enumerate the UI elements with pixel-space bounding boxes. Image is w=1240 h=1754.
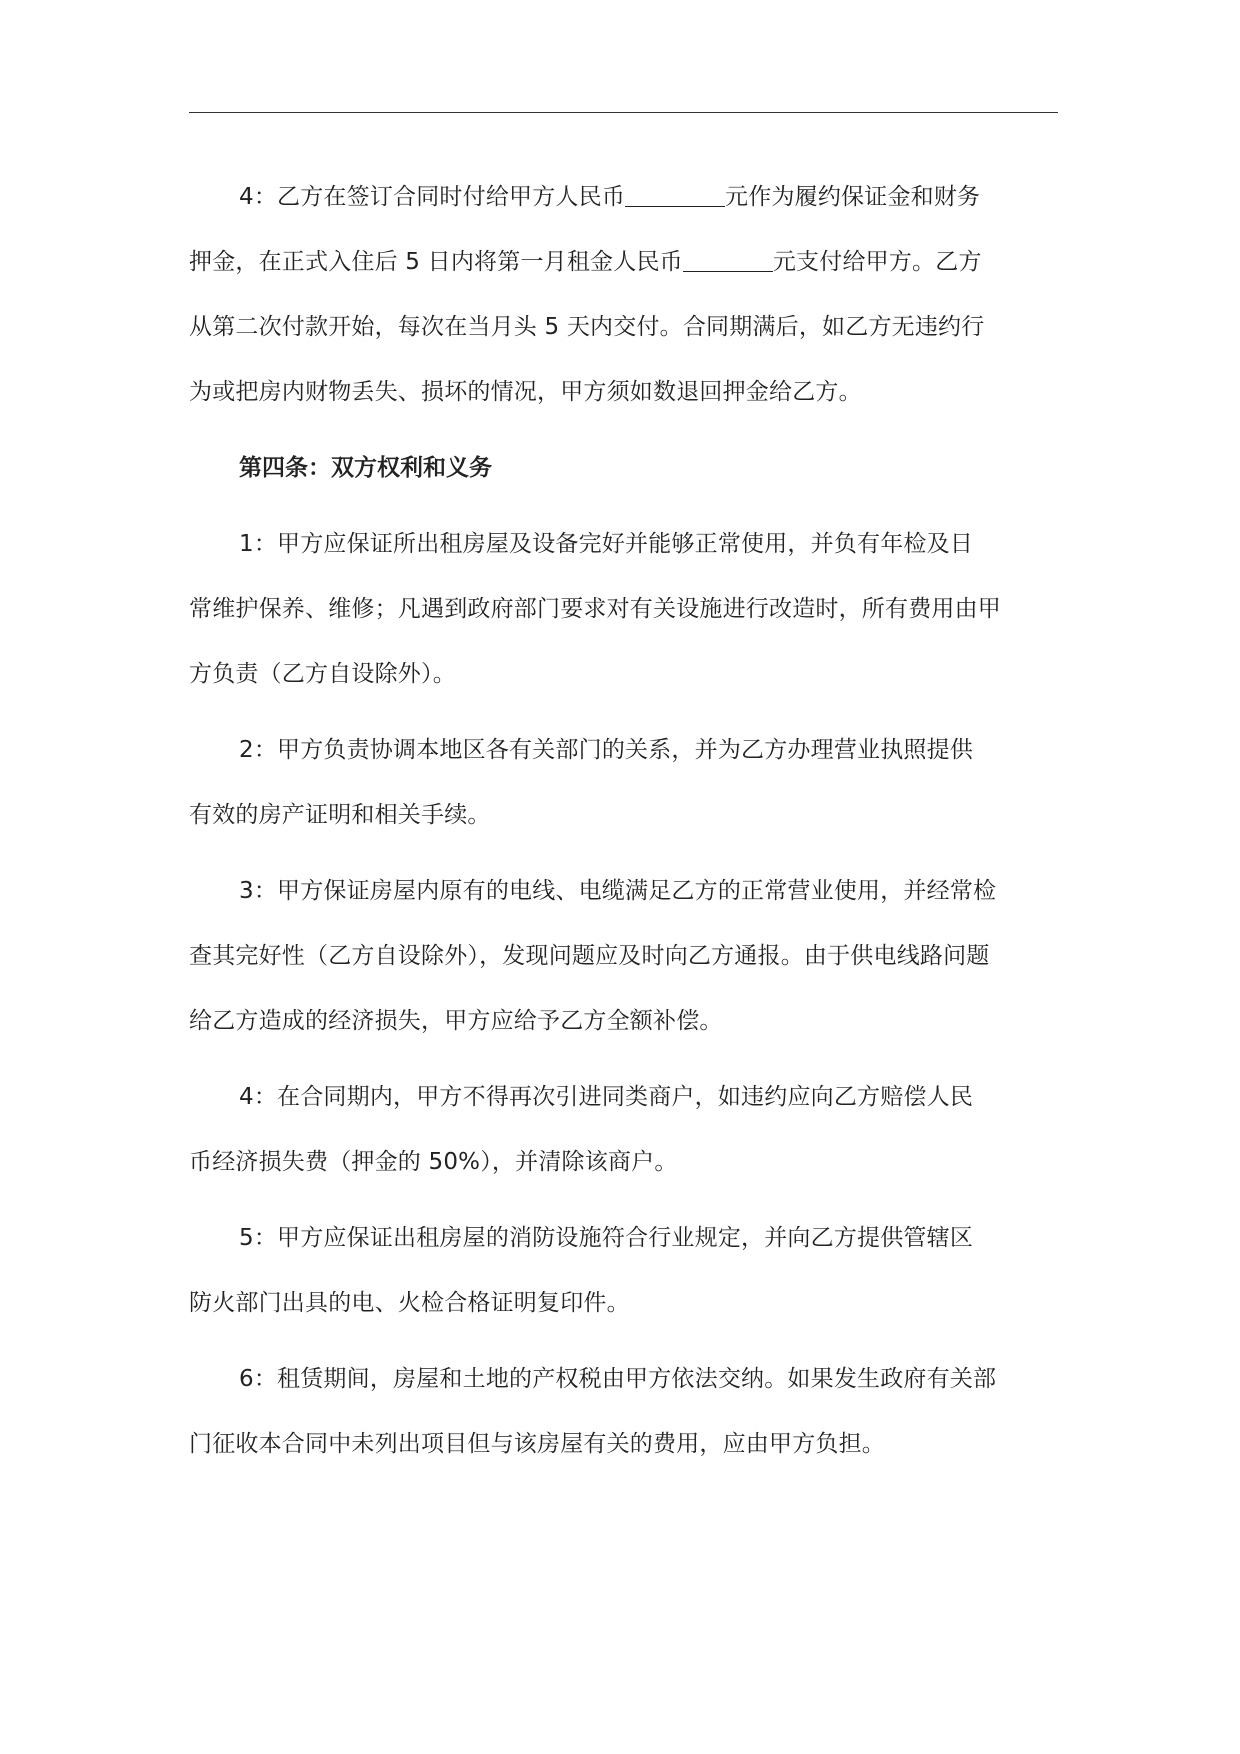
paragraph-line: 6：租赁期间，房屋和土地的产权税由甲方依法交纳。如果发生政府有关部 (239, 1366, 997, 1392)
paragraph-line: 有效的房产证明和相关手续。 (189, 802, 491, 828)
paragraph-line: 2：甲方负责协调本地区各有关部门的关系，并为乙方办理营业执照提供 (239, 737, 974, 763)
paragraph-line: 为或把房内财物丢失、损坏的情况，甲方须如数退回押金给乙方。 (189, 379, 862, 405)
text-run: 押金，在正式入住后 5 日内将第一月租金人民币 (189, 249, 683, 275)
text-run: 元支付给甲方。乙方 (772, 249, 982, 275)
paragraph-right-6 (189, 1347, 1059, 1477)
paragraph-line: 查其完好性（乙方自设除外），发现问题应及时向乙方通报。由于供电线路问题 (189, 943, 990, 969)
paragraph-line: 4：在合同期内，甲方不得再次引进同类商户，如违约应向乙方赔偿人民 (239, 1084, 974, 1110)
paragraph-line: 从第二次付款开始，每次在当月头 5 天内交付。合同期满后，如乙方无违约行 (189, 314, 985, 340)
paragraph-line: 常维护保养、维修；凡遇到政府部门要求对有关设施进行改造时，所有费用由甲 (189, 596, 1001, 622)
paragraph-right-5 (189, 1206, 1059, 1336)
section-heading-article-4: 第四条：双方权利和义务 (239, 455, 492, 481)
fill-in-blank-first-month-rent (683, 245, 773, 272)
paragraph-line: 币经济损失费（押金的 50%），并清除该商户。 (189, 1149, 678, 1175)
paragraph-line: 门征收本合同中未列出项目但与该房屋有关的费用，应由甲方负担。 (189, 1431, 885, 1457)
document-body (189, 165, 1059, 1488)
paragraph-right-3 (189, 859, 1059, 1054)
paragraph-line: 防火部门出具的电、火检合格证明复印件。 (189, 1290, 630, 1316)
fill-in-blank-deposit-amount (625, 180, 725, 207)
paragraph-line: 5：甲方应保证出租房屋的消防设施符合行业规定，并向乙方提供管辖区 (239, 1225, 974, 1251)
paragraph-right-1 (189, 512, 1059, 707)
paragraph-line: 方负责（乙方自设除外）。 (189, 661, 456, 687)
header-rule (189, 112, 1058, 113)
paragraph-line (189, 165, 1059, 230)
paragraph-right-4 (189, 1065, 1059, 1195)
text-run: 4：乙方在签订合同时付给甲方人民币 (239, 184, 626, 210)
paragraph-line: 给乙方造成的经济损失，甲方应给予乙方全额补偿。 (189, 1008, 723, 1034)
paragraph-deposit (189, 165, 1059, 425)
paragraph-line: 3：甲方保证房屋内原有的电线、电缆满足乙方的正常营业使用，并经常检 (239, 878, 997, 904)
paragraph-line (189, 230, 1059, 295)
paragraph-right-2 (189, 718, 1059, 848)
paragraph-line: 1：甲方应保证所出租房屋及设备完好并能够正常使用，并负有年检及日 (239, 531, 974, 557)
text-run: 元作为履约保证金和财务 (725, 184, 981, 210)
